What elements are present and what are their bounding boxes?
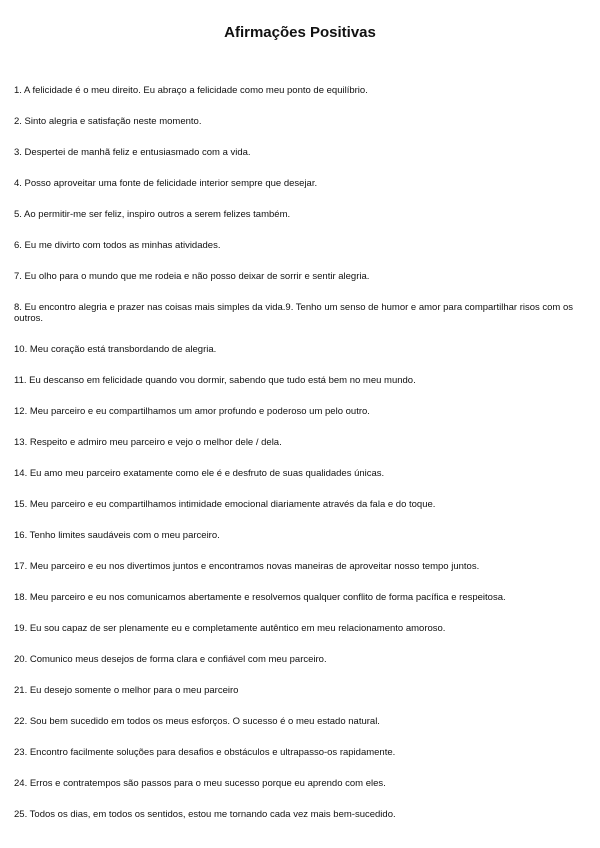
- list-item: 1. A felicidade é o meu direito. Eu abraço a felicidade como meu ponto de equilíbrio.: [14, 85, 368, 96]
- list-item: 21. Eu desejo somente o melhor para o meu parceiro: [14, 685, 239, 696]
- list-item: 4. Posso aproveitar uma fonte de felicidade interior sempre que desejar.: [14, 178, 318, 189]
- list-item: 24. Erros e contratempos são passos para o meu sucesso porque eu aprendo com eles.: [14, 778, 386, 789]
- list-item: 18. Meu parceiro e eu nos comunicamos abertamente e resolvemos qualquer conflito de forma pacífica e respeitosa.: [14, 592, 506, 603]
- list-item: 17. Meu parceiro e eu nos divertimos juntos e encontramos novas maneiras de aproveitar nosso tempo juntos.: [14, 561, 480, 572]
- list-item: 16. Tenho limites saudáveis com o meu parceiro.: [14, 530, 220, 541]
- affirmation-list: [14, 85, 589, 840]
- list-item: 10. Meu coração está transbordando de alegria.: [14, 344, 217, 355]
- list-item: 2. Sinto alegria e satisfação neste momento.: [14, 116, 202, 127]
- list-item: 15. Meu parceiro e eu compartilhamos intimidade emocional diariamente através da fala e do toque.: [14, 499, 436, 510]
- list-item: 5. Ao permitir-me ser feliz, inspiro outros a serem felizes também.: [14, 209, 291, 220]
- list-item: 8. Eu encontro alegria e prazer nas coisas mais simples da vida.9. Tenho um senso de humor e amor para compartilhar risos com os outros.: [14, 302, 574, 324]
- page-title: Afirmações Positivas: [224, 24, 376, 41]
- list-item: 23. Encontro facilmente soluções para desafios e obstáculos e ultrapasso-os rapidamente.: [14, 747, 396, 758]
- list-item: 11. Eu descanso em felicidade quando vou dormir, sabendo que tudo está bem no meu mundo.: [14, 375, 416, 386]
- list-item: 14. Eu amo meu parceiro exatamente como ele é e desfruto de suas qualidades únicas.: [14, 468, 385, 479]
- list-item: 12. Meu parceiro e eu compartilhamos um amor profundo e poderoso um pelo outro.: [14, 406, 370, 417]
- list-item: 25. Todos os dias, em todos os sentidos, estou me tornando cada vez mais bem-sucedido.: [14, 809, 396, 820]
- list-item: 7. Eu olho para o mundo que me rodeia e não posso deixar de sorrir e sentir alegria.: [14, 271, 370, 282]
- list-item: 3. Despertei de manhã feliz e entusiasmado com a vida.: [14, 147, 251, 158]
- list-item: 6. Eu me divirto com todos as minhas atividades.: [14, 240, 221, 251]
- list-item: 13. Respeito e admiro meu parceiro e vejo o melhor dele / dela.: [14, 437, 282, 448]
- list-item: 22. Sou bem sucedido em todos os meus esforços. O sucesso é o meu estado natural.: [14, 716, 380, 727]
- list-item: 20. Comunico meus desejos de forma clara e confiável com meu parceiro.: [14, 654, 327, 665]
- list-item: 19. Eu sou capaz de ser plenamente eu e completamente autêntico em meu relacionamento amoroso.: [14, 623, 446, 634]
